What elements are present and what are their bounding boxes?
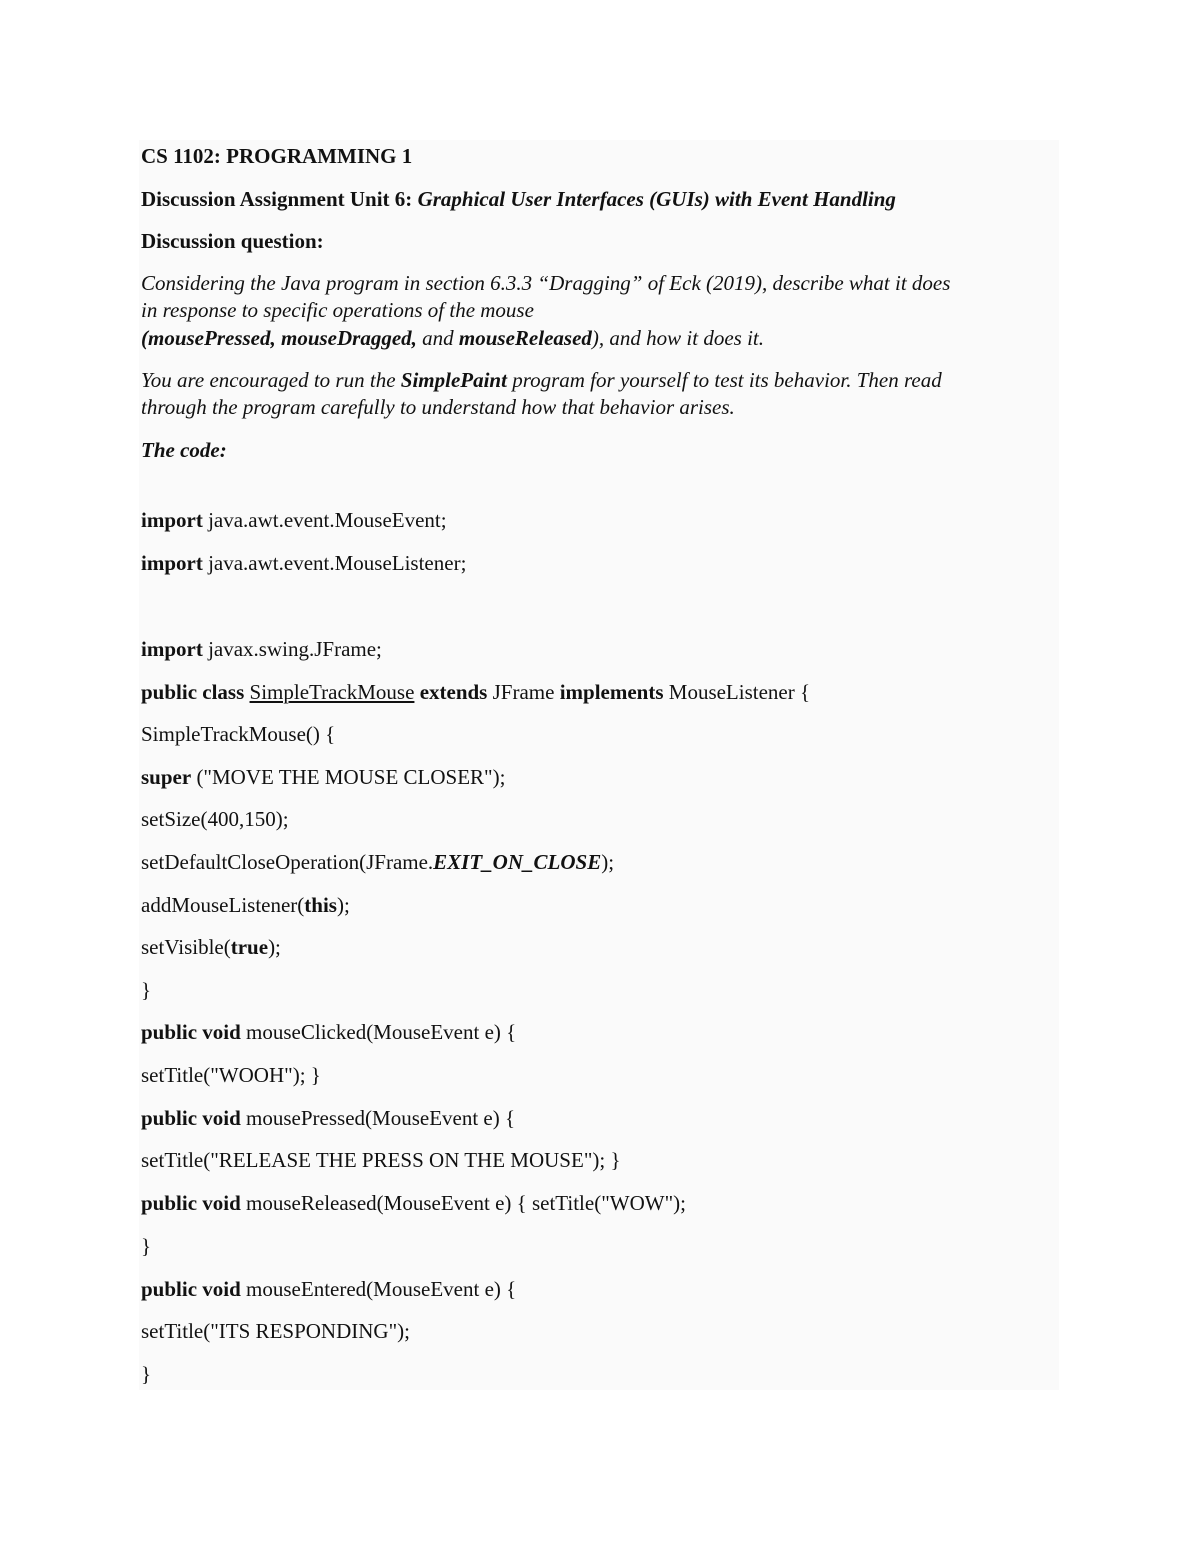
method-name-2: mouseReleased <box>458 326 592 350</box>
code-set-close-operation <box>141 849 614 876</box>
program-name: SimplePaint <box>400 368 507 392</box>
method-signature: mouseClicked(MouseEvent e) { <box>240 1020 517 1044</box>
paren-end: ); <box>268 935 281 959</box>
code-close-brace: } <box>141 978 152 1002</box>
class-name: SimpleTrackMouse <box>249 680 415 704</box>
set-close-end: ); <box>601 850 615 874</box>
code-import-3 <box>141 636 382 663</box>
keyword-super: super <box>141 765 192 789</box>
paren-end: ); <box>336 893 350 917</box>
code-mouse-pressed-body: setTitle("RELEASE THE PRESS ON THE MOUSE"); } <box>141 1148 621 1172</box>
and-text: and <box>416 326 459 350</box>
code-super-call <box>141 764 505 791</box>
encourage-line-1 <box>141 367 942 394</box>
constant-exit-on-close: EXIT_ON_CLOSE <box>433 850 602 874</box>
keyword-import: import <box>141 551 203 575</box>
keyword-public-void: public void <box>141 1277 241 1301</box>
question-label: Discussion question: <box>141 229 324 253</box>
assignment-title <box>141 186 896 213</box>
set-visible-open: setVisible( <box>141 935 231 959</box>
code-constructor: SimpleTrackMouse() { <box>141 722 336 746</box>
code-add-listener <box>141 892 350 919</box>
code-mouse-entered-signature <box>141 1276 516 1303</box>
question-line-2: in response to specific operations of the mouse <box>141 298 534 322</box>
course-title: CS 1102: PROGRAMMING 1 <box>141 144 413 168</box>
keyword-import: import <box>141 508 203 532</box>
method-signature: mousePressed(MouseEvent e) { <box>240 1106 516 1130</box>
assignment-topic: Graphical User Interfaces (GUIs) with Event Handling <box>417 187 896 211</box>
code-mouse-pressed-signature <box>141 1105 515 1132</box>
keyword-public-void: public void <box>141 1020 241 1044</box>
code-mouse-released-signature <box>141 1190 686 1217</box>
code-close-brace: } <box>141 1234 152 1258</box>
keyword-true: true <box>230 935 269 959</box>
keyword-public-void: public void <box>141 1191 241 1215</box>
method-names-1: mousePressed, mouseDragged, <box>148 326 417 350</box>
code-close-brace: } <box>141 1362 152 1386</box>
code-class-declaration <box>141 679 810 706</box>
question-end: ), and how it does it. <box>591 326 764 350</box>
method-signature: mouseReleased(MouseEvent e) { setTitle("WOW"); <box>240 1191 686 1215</box>
keyword-this: this <box>304 893 337 917</box>
paren-open: ( <box>141 326 148 350</box>
keyword-implements: implements <box>559 680 664 704</box>
encourage-line-2: through the program carefully to understand how that behavior arises. <box>141 395 735 419</box>
assignment-prefix: Discussion Assignment Unit 6: <box>141 187 418 211</box>
set-close-open: setDefaultCloseOperation(JFrame. <box>141 850 434 874</box>
add-listener-open: addMouseListener( <box>141 893 305 917</box>
question-line-1: Considering the Java program in section 6.3.3 “Dragging” of Eck (2019), describe what it does <box>141 271 951 295</box>
interface-name: MouseListener { <box>663 680 811 704</box>
code-mouse-entered-body: setTitle("ITS RESPONDING"); <box>141 1319 410 1343</box>
import-path: java.awt.event.MouseEvent; <box>202 508 447 532</box>
encourage-part-1: You are encouraged to run the <box>141 368 401 392</box>
keyword-extends: extends <box>419 680 488 704</box>
encourage-part-2: program for yourself to test its behavior. Then read <box>506 368 942 392</box>
code-label: The code: <box>141 438 227 462</box>
code-set-visible <box>141 934 281 961</box>
super-argument: ("MOVE THE MOUSE CLOSER"); <box>191 765 506 789</box>
code-mouse-clicked-signature <box>141 1019 516 1046</box>
keyword-import: import <box>141 637 203 661</box>
import-path: java.awt.event.MouseListener; <box>202 551 467 575</box>
superclass-name: JFrame <box>487 680 560 704</box>
import-path: javax.swing.JFrame; <box>202 637 382 661</box>
keyword-public-void: public void <box>141 1106 241 1130</box>
keyword-public-class: public class <box>141 680 245 704</box>
code-import-1 <box>141 507 447 534</box>
code-set-size: setSize(400,150); <box>141 807 289 831</box>
question-line-3 <box>141 325 764 352</box>
method-signature: mouseEntered(MouseEvent e) { <box>240 1277 517 1301</box>
code-mouse-clicked-body: setTitle("WOOH"); } <box>141 1063 321 1087</box>
code-import-2 <box>141 550 466 577</box>
